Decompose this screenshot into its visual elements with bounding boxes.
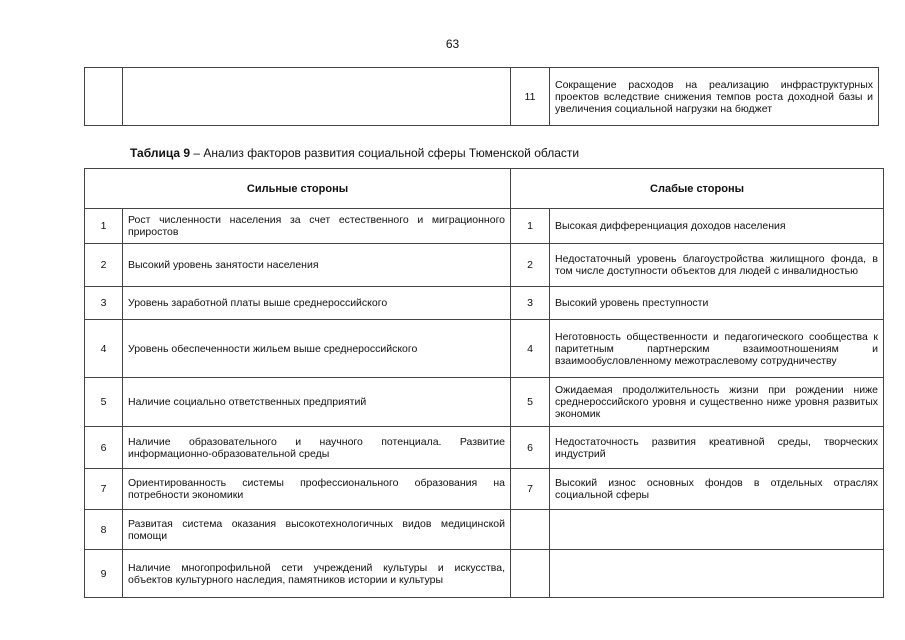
weakness-text	[550, 510, 884, 550]
table-row	[85, 427, 884, 469]
weakness-text: Сокращение расходов на реализацию инфраструктурных проектов вследствие снижения темпов роста доходной базы и увеличения социальной нагрузки на бюджет	[550, 68, 879, 126]
weakness-number: 5	[511, 378, 550, 427]
weaknesses-header: Слабые стороны	[511, 169, 884, 209]
page-number: 63	[445, 37, 460, 51]
strength-text: Высокий уровень занятости населения	[123, 244, 511, 287]
weakness-number: 6	[511, 427, 550, 469]
weakness-text: Высокий износ основных фондов в отдельных отраслях социальной сферы	[550, 469, 884, 510]
weakness-number: 4	[511, 320, 550, 378]
table-row	[85, 378, 884, 427]
table-row	[85, 550, 884, 598]
strength-text: Уровень обеспеченности жильем выше среднероссийского	[123, 320, 511, 378]
header-row	[85, 169, 884, 209]
weakness-number	[511, 510, 550, 550]
strength-number: 4	[85, 320, 123, 378]
caption-dash: –	[190, 146, 204, 160]
strength-number: 7	[85, 469, 123, 510]
weakness-number: 2	[511, 244, 550, 287]
weakness-number: 3	[511, 287, 550, 320]
strength-number: 1	[85, 209, 123, 244]
table-row	[85, 320, 884, 378]
strength-text: Наличие многопрофильной сети учреждений культуры и искусства, объектов культурного наследия, памятников истории и культуры	[123, 550, 511, 598]
table-caption	[130, 146, 579, 160]
weakness-text: Недостаточность развития креативной среды, творческих индустрий	[550, 427, 884, 469]
swot-table	[84, 168, 884, 598]
weakness-number: 1	[511, 209, 550, 244]
strength-text: Наличие социально ответственных предприятий	[123, 378, 511, 427]
weakness-text: Неготовность общественности и педагогического сообщества к паритетным партнерским взаимоотношениям и взаимообусловленному межотраслевому сотрудничеству	[550, 320, 884, 378]
weakness-text: Высокий уровень преступности	[550, 287, 884, 320]
weakness-text: Недостаточный уровень благоустройства жилищного фонда, в том числе доступности объектов для людей с инвалидностью	[550, 244, 884, 287]
table-row	[85, 209, 884, 244]
empty-cell	[85, 68, 123, 126]
strength-number: 3	[85, 287, 123, 320]
strength-number: 5	[85, 378, 123, 427]
caption-label: Таблица 9	[130, 146, 191, 160]
strengths-header: Сильные стороны	[85, 169, 511, 209]
strength-number: 8	[85, 510, 123, 550]
weakness-number	[511, 550, 550, 598]
strength-number: 2	[85, 244, 123, 287]
strength-text: Ориентированность системы профессионального образования на потребности экономики	[123, 469, 511, 510]
strength-text: Развитая система оказания высокотехнологичных видов медицинской помощи	[123, 510, 511, 550]
continuation-table	[84, 67, 879, 126]
table-row	[85, 287, 884, 320]
weakness-number: 7	[511, 469, 550, 510]
table-row	[85, 68, 879, 126]
strength-text: Уровень заработной платы выше среднероссийского	[123, 287, 511, 320]
weakness-text	[550, 550, 884, 598]
strength-number: 9	[85, 550, 123, 598]
row-number: 11	[511, 68, 550, 126]
table-row	[85, 510, 884, 550]
weakness-text: Ожидаемая продолжительность жизни при рождении ниже среднероссийского уровня и существенно ниже уровня развитых экономик	[550, 378, 884, 427]
strength-number: 6	[85, 427, 123, 469]
table-row	[85, 469, 884, 510]
caption-text: Анализ факторов развития социальной сферы Тюменской области	[203, 146, 580, 160]
table-row	[85, 244, 884, 287]
empty-cell	[123, 68, 511, 126]
strength-text: Рост численности населения за счет естественного и миграционного приростов	[123, 209, 511, 244]
weakness-text: Высокая дифференциация доходов населения	[550, 209, 884, 244]
strength-text: Наличие образовательного и научного потенциала. Развитие информационно-образовательной среды	[123, 427, 511, 469]
